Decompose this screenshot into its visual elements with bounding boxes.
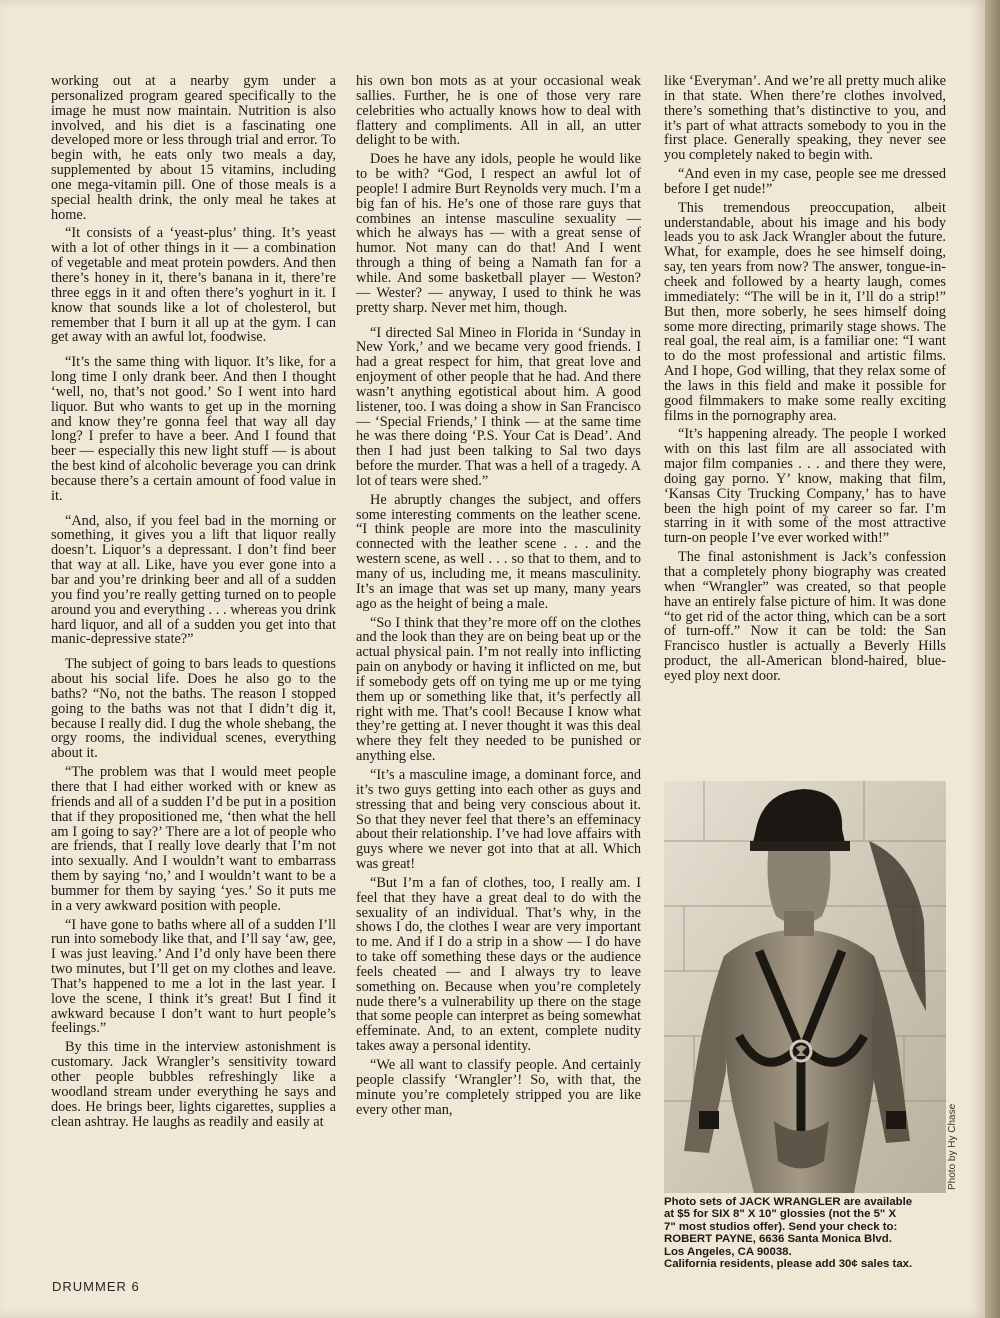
page-folio: DRUMMER 6 <box>52 1279 140 1294</box>
article-paragraph: He abruptly changes the subject, and offers some interesting comments on the leather scene. “I think people are more into the masculinity connected with the leather scene . . . and the western scene, as well . . . so that to them, and to many of us, including me, it means masculinity. It’s an image that was set up many, many years ago as the height of being a male. <box>356 491 641 612</box>
article-paragraph: Does he have any idols, people he would like to be with? “God, I respect an awful lot of people! I admire Burt Reynolds very much. I’m a big fan of his. He’s one of those rare guys that combines an intense masculine sexuality — which he always has — with a great sense of humor. Not many can do that! And I went through a thing of being a Namath fan for a while. And some basketball player — Weston? — Wester? — anyway, I used to think he was pretty sharp. Never met him, though. <box>356 151 641 316</box>
caption-line: ROBERT PAYNE, 6636 Santa Monica Blvd. <box>664 1233 892 1246</box>
article-paragraph: “It’s a masculine image, a dominant force, and it’s two guys getting into each other as guys and stressing that and being very conscious about it. So that they never feel that there’s an effeminacy about their relationship. I’ve had love affairs with guys where we never got into that at all. Which was great! <box>356 766 641 873</box>
caption-line: at $5 for SIX 8" X 10" glossies (not the 5" X <box>664 1208 897 1221</box>
article-paragraph: “It consists of a ‘yeast-plus’ thing. It’s yeast with a lot of other things in it — a combination of vegetable and meat protein powders. And then there’s honey in it, there’s banana in it, there’re three eggs in it and often there’s yoghurt in it. I know that sounds like a lot of cholesterol, but remember that I burn it all up at the gym. I can get away with an awful lot, foodwise. <box>51 225 336 346</box>
photo-caption <box>664 1196 954 1270</box>
article-column-2 <box>356 74 641 1121</box>
article-paragraph: This tremendous preoccupation, albeit understandable, about his image and his body leads you to ask Jack Wrangler about the future. What, for example, does he see himself doing, say, ten years from now? The answer, tongue-in-cheek and followed by a hearty laugh, comes immediately: “The will be in it, I’ll do a strip!” But then, more soberly, he sees himself doing some more directing, primarily stage shows. The real goal, the real aim, is a familiar one: “I want to do the most professional and artistic films. And I hope, God willing, that they relax some of the laws in this field and make it possible for good filmmakers to make some really exciting films in the pornography area. <box>664 199 946 424</box>
portrait-illustration <box>664 781 946 1193</box>
article-column-3 <box>664 74 946 688</box>
page-edge <box>985 0 1000 1318</box>
photo-credit: Photo by Hy Chase <box>947 1103 958 1190</box>
article-column-1 <box>51 74 336 1133</box>
caption-line: California residents, please add 30¢ sales tax. <box>664 1258 913 1271</box>
portrait-photo <box>664 781 946 1193</box>
caption-line: 7" most studios offer). Send your check to: <box>664 1220 898 1233</box>
caption-line: Los Angeles, CA 90038. <box>664 1245 792 1258</box>
article-paragraph: “But I’m a fan of clothes, too, I really am. I feel that they have a great deal to do with the sexuality of an individual. That’s why, in the shows I do, the clothes I wear are very important to me. And if I do a strip in a show — I do have to take off something these days or the audience feels cheated — and I always try to leave something on. Because when you’re completely nude there’s a vulnerability up there on the stage that some people can interpret as being somewhat effeminate. And, to an extent, complete nudity takes away a personal identity. <box>356 874 641 1055</box>
article-paragraph: “We all want to classify people. And certainly people classify ‘Wrangler’! So, with that, the minute you’re completely stripped you are like every other man, <box>356 1057 641 1118</box>
article-paragraph: “I directed Sal Mineo in Florida in ‘Sunday in New York,’ and we became very good friends. I had a great respect for him, that great love and enjoyment of other people that he had. And there wasn’t anything egotistical about him. A good listener, too. I was doing a show in San Francisco — ‘Special Friends,’ I think — at the same time he was there doing ‘P.S. Your Cat is Dead’. And then I had just been talking to Sal two days before the murder. That was a hell of a tragedy. A lot of tears were shed.” <box>356 324 641 489</box>
article-paragraph: By this time in the interview astonishment is customary. Jack Wrangler’s sensitivity toward other people bubbles refreshingly like a woodland stream under everything he says and does. He brings beer, lights cigarettes, supplies a clean ashtray. He laughs as readily and easily at <box>51 1039 336 1130</box>
article-paragraph: The final astonishment is Jack’s confession that a completely phony biography was created when “Wrangler” was created, so that people have an entirely false picture of him. It was done “to get rid of the actor thing, which can be a sort of turn-off.” Now it can be told: the San Francisco hustler is actually a Beverly Hills product, the all-American blond-haired, blue-eyed ploy next door. <box>664 549 946 684</box>
article-paragraph: The subject of going to bars leads to questions about his social life. Does he also go to the baths? “No, not the baths. The reason I stopped going to the baths was not that I didn’t dig it, because I really did. I dug the whole shebang, the orgy rooms, the individual scenes, everything about it. <box>51 656 336 762</box>
article-paragraph: “The problem was that I would meet people there that I had either worked with or knew as friends and all of a sudden I’d be put in a position that if they propositioned me, ‘then what the hell am I going to say?’ There are a lot of people who are friends, that I really love dearly that I’m not into sexually. And I wouldn’t want to embarrass them by saying ‘no,’ and I wouldn’t want to be a bummer for them by saying ‘yes.’ So it puts me in a very awkward position with people. <box>51 764 336 914</box>
article-paragraph: “And, also, if you feel bad in the morning or something, it gives you a lift that liquor really doesn’t. Liquor’s a depressant. I don’t find beer that way at all. Like, have you ever gone into a bar and you’re drinking beer and all of a sudden you find you’re really getting turned on to people around you and everything . . . whereas you drink hard liquor, and all of a sudden you get into that manic-depressive state?” <box>51 512 336 648</box>
caption-line: Photo sets of JACK WRANGLER are available <box>664 1196 913 1208</box>
article-paragraph: like ‘Everyman’. And we’re all pretty much alike in that state. When there’re clothes involved, there’s something that’s distinctive to you, and it’s part of what attracts somebody to you in the first place. Generally speaking, they never see you completely naked to begin with. <box>664 73 946 164</box>
article-paragraph: “I have gone to baths where all of a sudden I’ll run into somebody like that, and I’ll say ‘aw, gee, I was just leaving.’ And I’d only have been there two minutes, but I’ll get on my clothes and leave. That’s happened to me a lot in the last year. I love the scene, I think it’s great! But I find it awkward because I don’t want to hurt people’s feelings.” <box>51 916 336 1037</box>
article-paragraph: working out at a nearby gym under a personalized program geared specifically to the image he must now maintain. Nutrition is also involved, and his diet is a fascinating one developed more or less through trial and error. To begin with, he eats only two meals a day, supplemented by about 15 vitamins, including one mega-vitamin pill. One of those meals is a special health drink, the only meal he takes at home. <box>51 73 336 223</box>
article-paragraph: “So I think that they’re more off on the clothes and the look than they are on being beat up or the actual physical pain. I’m not really into inflicting pain on anybody or having it inflicted on me, but if somebody gets off on tying me up or me tying them up or something like that, it’s perfectly all right with me. That’s cool! Because I know what they’re getting at. I never thought it was this deal where they felt they needed to be punished or anything else. <box>356 614 641 765</box>
article-paragraph: “It’s happening already. The people I worked with on this last film are all associated with major film companies . . . and there they were, doing gay porno. Y’ know, making that film, ‘Kansas City Trucking Company,’ has to have been the high point of my career so far. I’m starring in it with some of the most attractive turn-on people I’ve ever worked with!” <box>664 426 946 547</box>
article-paragraph: “It’s the same thing with liquor. It’s like, for a long time I only drank beer. And then I thought ‘well, no, that’s not good.’ So I went into hard liquor. But who wants to get up in the morning and know they’re gonna feel that way all day long? I prefer to have a beer. And I found that beer — especially this new light stuff — is about the best kind of alcoholic beverage you can drink because there’s a certain amount of food value in it. <box>51 354 336 504</box>
article-paragraph: his own bon mots as at your occasional weak sallies. Further, he is one of those very rare celebrities who actually knows how to deal with flattery and compliments. All in all, an utter delight to be with. <box>356 73 641 149</box>
article-paragraph: “And even in my case, people see me dressed before I get nude!” <box>664 166 946 197</box>
